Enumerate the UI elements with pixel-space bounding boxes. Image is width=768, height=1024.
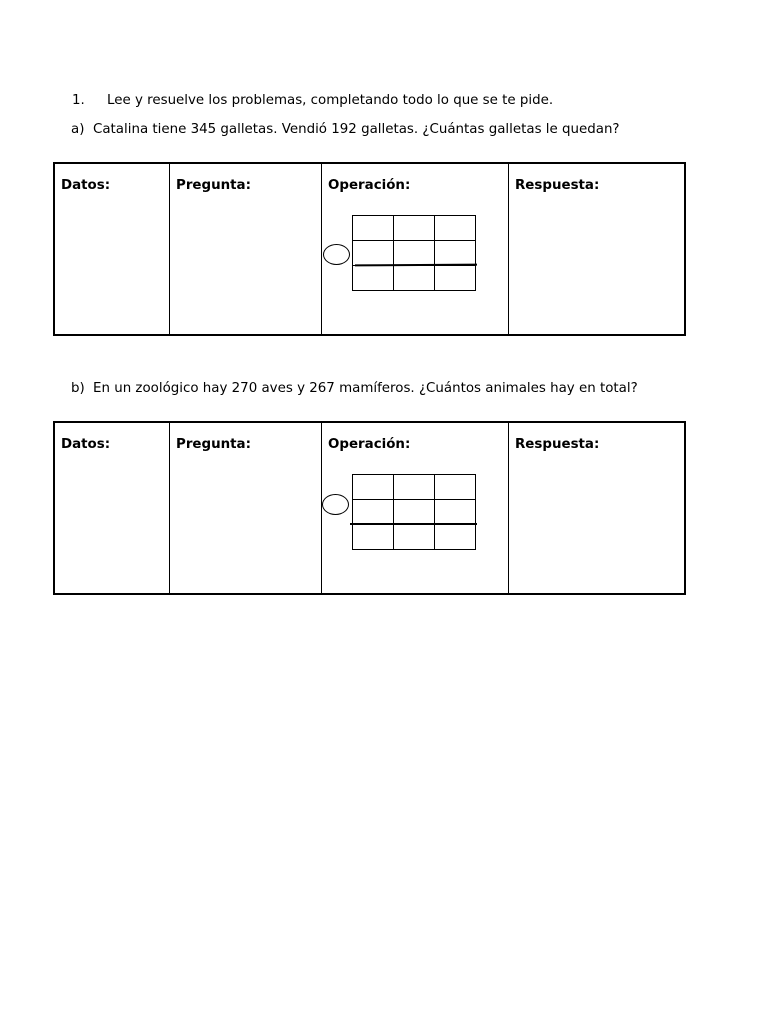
- respuesta-cell[interactable]: [509, 164, 684, 334]
- problem-b-text: En un zoológico hay 270 aves y 267 mamíferos. ¿Cuántos animales hay en total?: [93, 381, 638, 396]
- result-line: [350, 523, 477, 525]
- operacion-cell[interactable]: [322, 423, 509, 593]
- pregunta-cell[interactable]: [170, 423, 322, 593]
- pregunta-header: Pregunta:: [176, 178, 251, 193]
- problem-b-label: b): [71, 381, 85, 396]
- place-value-grid: [352, 215, 476, 291]
- grid-line: [434, 216, 435, 290]
- operation-sign-circle[interactable]: [322, 494, 349, 515]
- pregunta-header: Pregunta:: [176, 437, 251, 452]
- problem-a-table: [53, 162, 686, 336]
- datos-header: Datos:: [61, 178, 111, 193]
- problem-b-table: [53, 421, 686, 595]
- grid-line: [434, 475, 435, 549]
- problem-a-text: Catalina tiene 345 galletas. Vendió 192 galletas. ¿Cuántas galletas le quedan?: [93, 122, 620, 137]
- operacion-cell[interactable]: [322, 164, 509, 334]
- datos-cell[interactable]: [55, 164, 170, 334]
- operacion-header: Operación:: [328, 437, 411, 452]
- respuesta-header: Respuesta:: [515, 437, 600, 452]
- operacion-header: Operación:: [328, 178, 411, 193]
- instruction-number: 1.: [72, 93, 85, 108]
- grid-line: [393, 216, 394, 290]
- respuesta-cell[interactable]: [509, 423, 684, 593]
- operation-sign-circle[interactable]: [323, 244, 350, 265]
- place-value-grid: [352, 474, 476, 550]
- respuesta-header: Respuesta:: [515, 178, 600, 193]
- datos-cell[interactable]: [55, 423, 170, 593]
- grid-line: [353, 499, 475, 500]
- grid-line: [353, 240, 475, 241]
- instruction-text: Lee y resuelve los problemas, completando todo lo que se te pide.: [107, 93, 554, 108]
- datos-header: Datos:: [61, 437, 111, 452]
- pregunta-cell[interactable]: [170, 164, 322, 334]
- problem-a-label: a): [71, 122, 85, 137]
- grid-line: [393, 475, 394, 549]
